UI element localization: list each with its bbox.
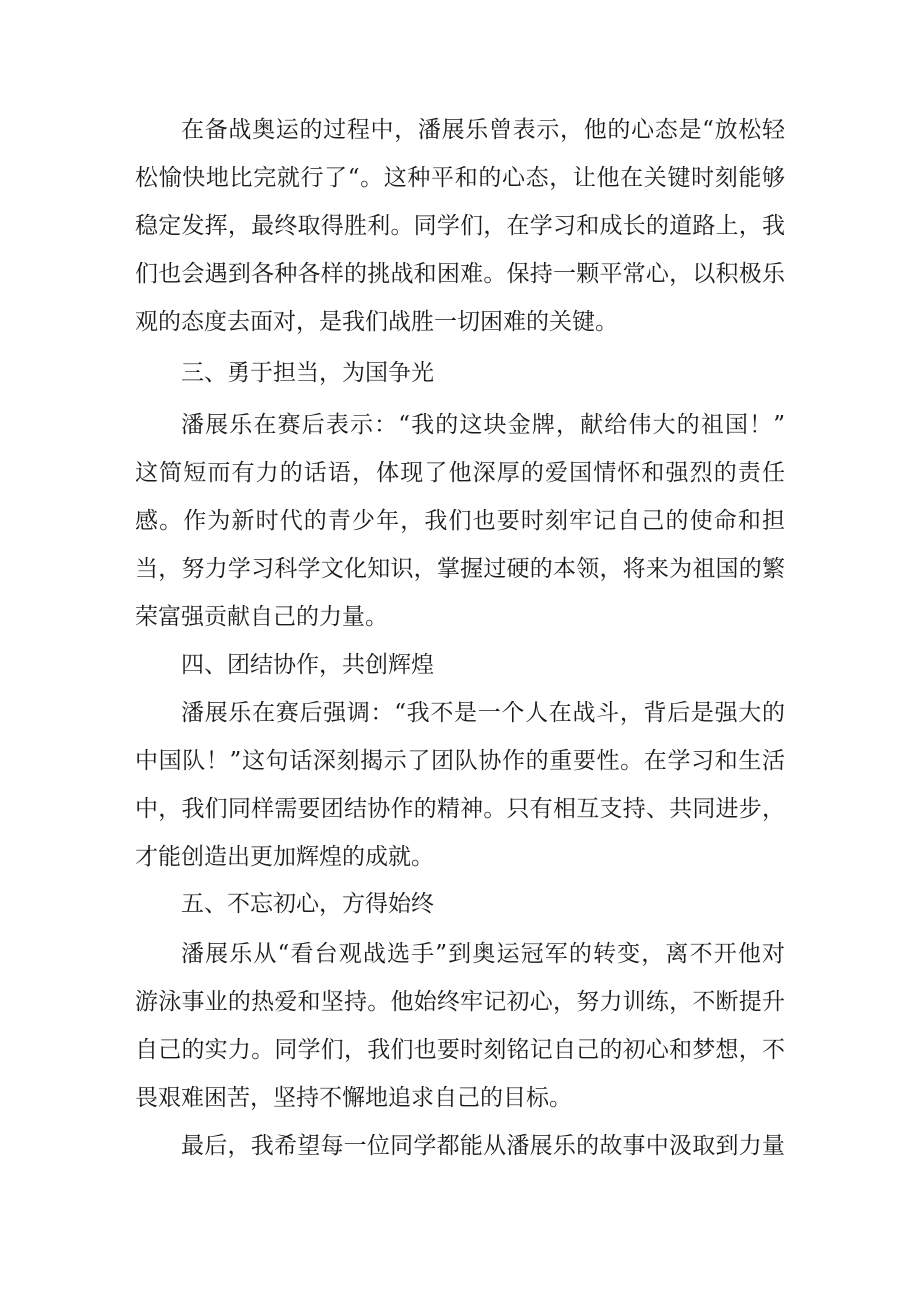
- paragraph-3-line-4: 才能创造出更加辉煌的成就。: [135, 844, 434, 870]
- paragraph-1-line-1: 在备战奥运的过程中，潘展乐曾表示，他的心态是“放松轻: [181, 117, 785, 143]
- paragraph-2-line-3: 感。作为新时代的青少年，我们也要时刻牢记自己的使命和担: [135, 508, 785, 534]
- paragraph-2-line-1: 潘展乐在赛后表示：“我的这块金牌，献给伟大的祖国！”: [181, 412, 785, 438]
- paragraph-4-line-4: 畏艰难困苦，坚持不懈地追求自己的目标。: [135, 1085, 572, 1111]
- paragraph-1-line-4: 们也会遇到各种各样的挑战和困难。保持一颗平常心，以积极乐: [135, 261, 785, 287]
- paragraph-4-line-1: 潘展乐从“看台观战选手”到奥运冠军的转变，离不开他对: [181, 941, 785, 967]
- paragraph-3-line-2: 中国队！”这句话深刻揭示了团队协作的重要性。在学习和生活: [135, 748, 785, 774]
- paragraph-2-line-5: 荣富强贡献自己的力量。: [135, 604, 388, 630]
- section-heading-5: 五、不忘初心，方得始终: [181, 891, 434, 917]
- paragraph-2-line-2: 这简短而有力的话语，体现了他深厚的爱国情怀和强烈的责任: [135, 460, 785, 486]
- paragraph-5-line-1: 最后，我希望每一位同学都能从潘展乐的故事中汲取到力量: [181, 1133, 785, 1159]
- paragraph-4-line-2: 游泳事业的热爱和坚持。他始终牢记初心，努力训练，不断提升: [135, 989, 785, 1015]
- paragraph-1-line-2: 松愉快地比完就行了“。这种平和的心态，让他在关键时刻能够: [135, 165, 785, 191]
- paragraph-3-line-3: 中，我们同样需要团结协作的精神。只有相互支持、共同进步，: [135, 796, 785, 822]
- paragraph-1-line-3: 稳定发挥，最终取得胜利。同学们，在学习和成长的道路上，我: [135, 213, 785, 239]
- section-heading-4: 四、团结协作，共创辉煌: [181, 652, 434, 678]
- paragraph-2-line-4: 当，努力学习科学文化知识，掌握过硬的本领，将来为祖国的繁: [135, 556, 785, 582]
- paragraph-3-line-1: 潘展乐在赛后强调：“我不是一个人在战斗，背后是强大的: [181, 700, 785, 726]
- paragraph-4-line-3: 自己的实力。同学们，我们也要时刻铭记自己的初心和梦想，不: [135, 1037, 785, 1063]
- section-heading-3: 三、勇于担当，为国争光: [181, 360, 434, 386]
- paragraph-1-line-5: 观的态度去面对，是我们战胜一切困难的关键。: [135, 309, 618, 335]
